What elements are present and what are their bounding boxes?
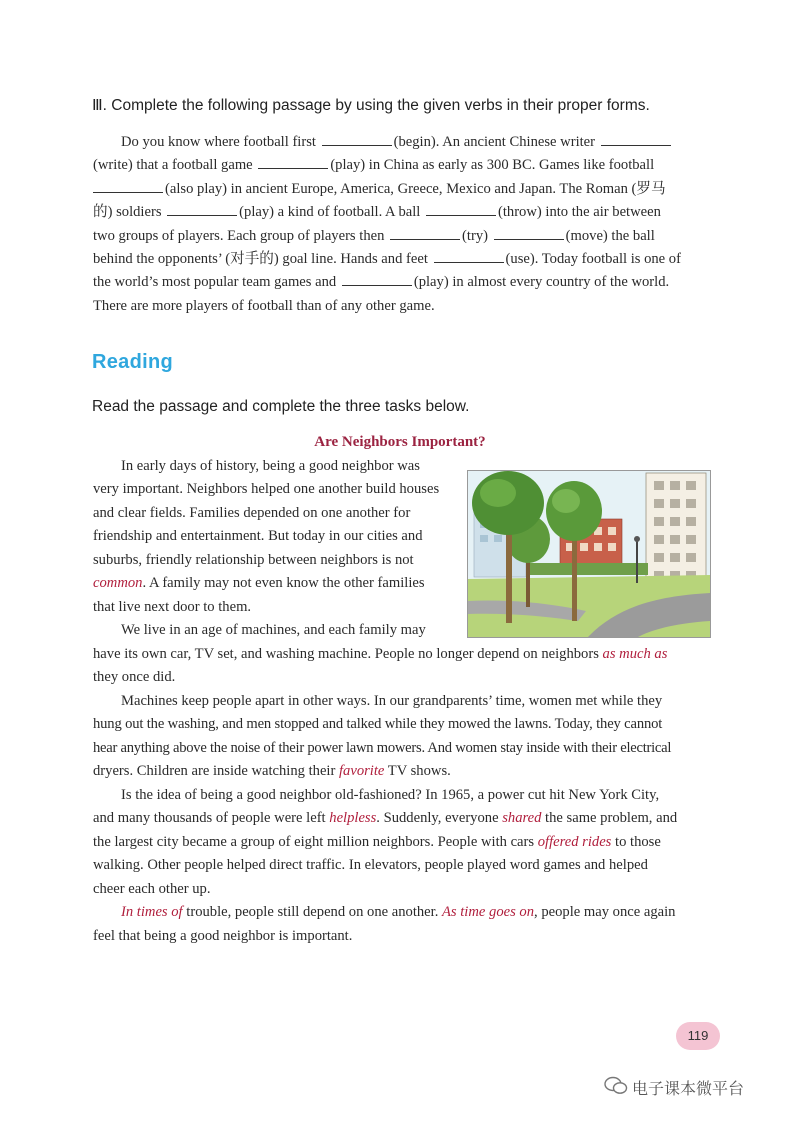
passage-line: common. A family may not even know the other families: [93, 575, 425, 591]
passage-line: that live next door to them.: [93, 599, 252, 615]
passage-line: hear anything above the noise of their power lawn mowers. And women stay inside with their electrical: [93, 740, 672, 756]
watermark: [604, 1074, 784, 1100]
exercise-line: the world’s most popular team games and (play) in almost every country of the world.: [93, 274, 670, 291]
passage-line: hung out the washing, and men stopped and talked while they mowed the lawns. Today, they cannot: [93, 716, 663, 732]
passage-line: dryers. Children are inside watching their favorite TV shows.: [93, 763, 451, 779]
exercise-line: There are more players of football than of any other game.: [93, 297, 435, 314]
answer-blank[interactable]: [167, 203, 237, 216]
exercise-heading: Ⅲ. Complete the following passage by using the given verbs in their proper forms.: [92, 97, 650, 114]
passage-line: In early days of history, being a good neighbor was: [121, 458, 420, 474]
exercise-line: behind the opponents’ (对手的) goal line. Hands and feet (use). Today football is one of: [93, 251, 681, 268]
reading-instruction: Read the passage and complete the three tasks below.: [92, 398, 470, 415]
passage-line: Is the idea of being a good neighbor old-fashioned? In 1965, a power cut hit New York City,: [121, 787, 660, 803]
exercise-line: 的) soldiers (play) a kind of football. A ball (throw) into the air between: [93, 204, 661, 221]
answer-blank[interactable]: [93, 180, 163, 193]
page-number: 119: [687, 1028, 709, 1043]
keyword-as-much-as: as much as: [602, 646, 668, 662]
neighborhood-illustration: [467, 470, 711, 638]
exercise-line: Do you know where football first (begin). An ancient Chinese writer: [93, 131, 708, 154]
passage-line: they once did.: [93, 669, 176, 685]
passage-line: In times of trouble, people still depend on one another. As time goes on, people may once again: [121, 904, 676, 920]
keyword-shared: shared: [502, 810, 542, 826]
passage-line: friendship and entertainment. But today in our cities and: [93, 528, 423, 544]
keyword-common: common: [93, 575, 143, 591]
keyword-helpless: helpless: [329, 810, 377, 826]
answer-blank[interactable]: [434, 250, 504, 263]
exercise-line: (also play) in ancient Europe, America, Greece, Mexico and Japan. The Roman (罗马: [93, 178, 708, 201]
passage-line: cheer each other up.: [93, 881, 211, 897]
keyword-favorite: favorite: [339, 763, 385, 779]
passage-line: the largest city became a group of eight million neighbors. People with cars offered rides to those: [93, 834, 661, 850]
passage-line: Machines keep people apart in other ways. In our grandparents’ time, women met while they: [121, 693, 663, 709]
keyword-offered-rides: offered rides: [537, 834, 612, 850]
answer-blank[interactable]: [426, 203, 496, 216]
answer-blank[interactable]: [258, 156, 328, 169]
passage-line: very important. Neighbors helped one another build houses: [93, 481, 440, 497]
passage-title: Are Neighbors Important?: [314, 434, 486, 450]
watermark-text: 电子课本微平台: [632, 1079, 745, 1098]
answer-blank[interactable]: [342, 273, 412, 286]
answer-blank[interactable]: [390, 227, 460, 240]
answer-blank[interactable]: [601, 133, 671, 146]
keyword-in-times-of: In times of: [121, 904, 183, 920]
passage-line: and clear fields. Families depended on one another for: [93, 505, 411, 521]
exercise-line: two groups of players. Each group of players then (try) (move) the ball: [93, 227, 655, 244]
wechat-icon: [604, 1076, 628, 1096]
passage-line: feel that being a good neighbor is important.: [93, 928, 353, 944]
passage-line: have its own car, TV set, and washing machine. People no longer depend on neighbors as much as: [93, 646, 668, 662]
passage-line: and many thousands of people were left helpless. Suddenly, everyone shared the same problem, and: [93, 810, 678, 826]
keyword-as-time-goes-on: As time goes on: [442, 904, 535, 920]
exercise-line: (write) that a football game (play) in China as early as 300 BC. Games like football: [93, 157, 655, 174]
passage-line: walking. Other people helped direct traffic. In elevators, people played word games and helped: [93, 857, 648, 873]
passage-line: suburbs, friendly relationship between neighbors is not: [93, 552, 414, 568]
exercise-passage: [93, 131, 708, 318]
passage-line: We live in an age of machines, and each family may: [121, 622, 426, 638]
reading-section-title: Reading: [92, 351, 173, 373]
answer-blank[interactable]: [322, 133, 392, 146]
answer-blank[interactable]: [494, 227, 564, 240]
